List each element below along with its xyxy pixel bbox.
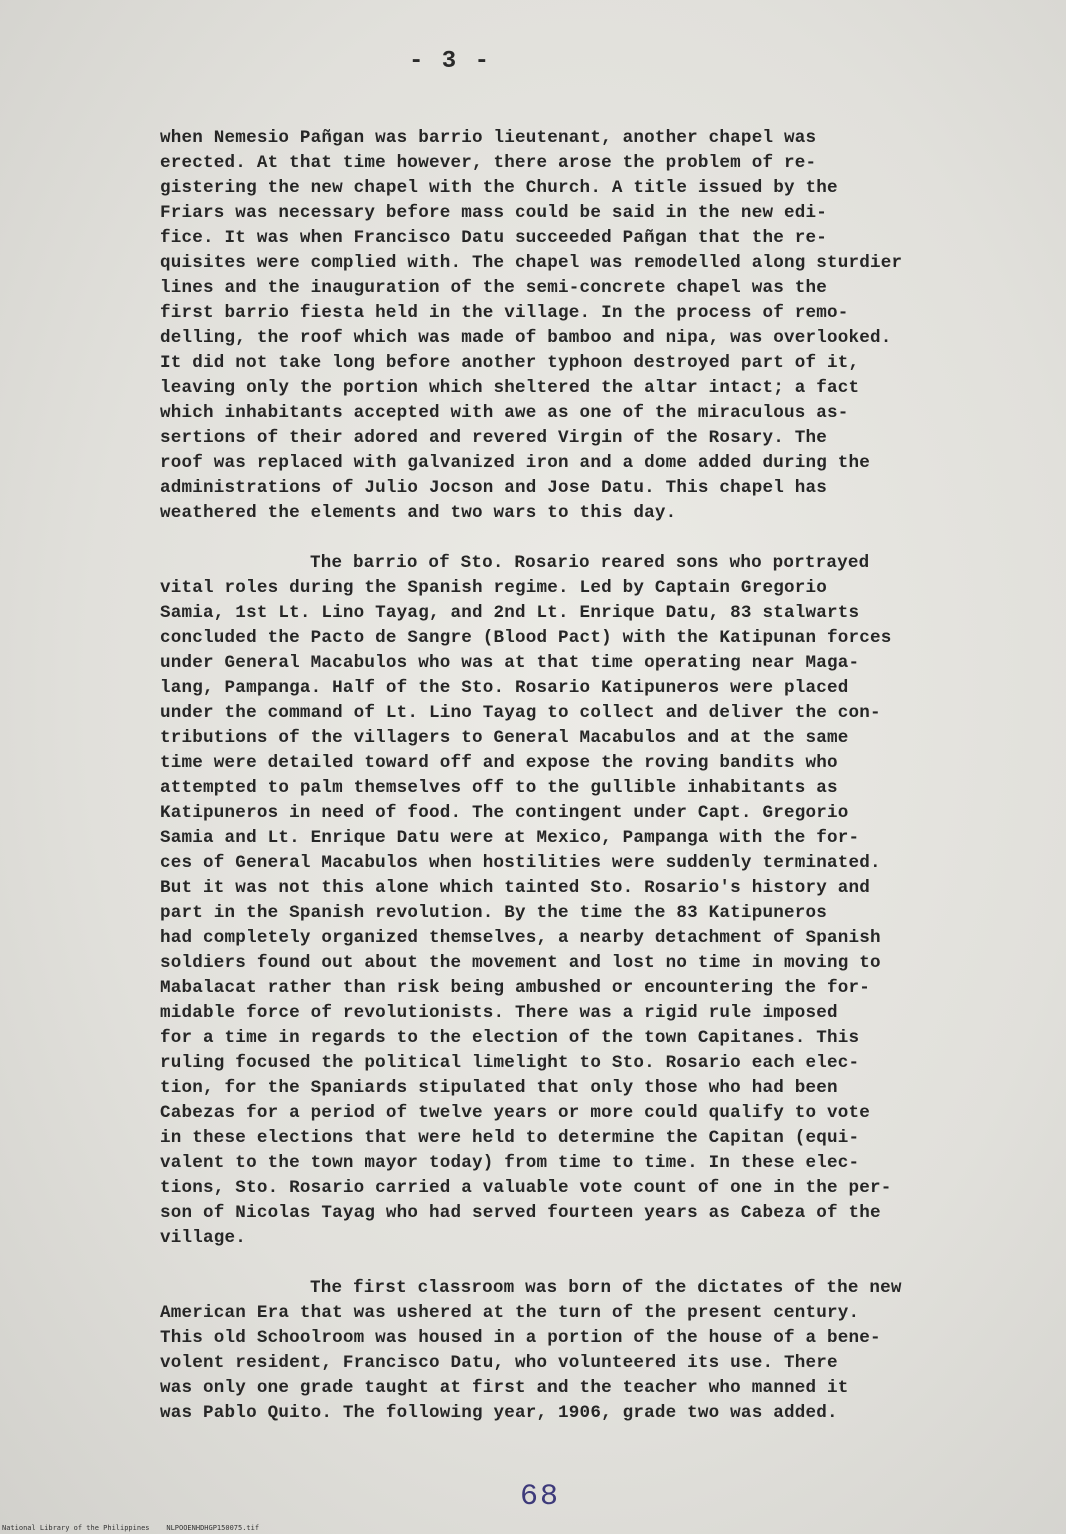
text-line: The first classroom was born of the dictates of the new [310, 1278, 902, 1298]
text-line: Cabezas for a period of twelve years or more could qualify to vote [160, 1103, 871, 1123]
text-line: American Era that was ushered at the turn of the present century. [160, 1303, 860, 1323]
text-line: The barrio of Sto. Rosario reared sons who portrayed [310, 553, 870, 573]
text-line: erected. At that time however, there arose the problem of re- [160, 153, 817, 173]
text-line: But it was not this alone which tainted Sto. Rosario's history and [160, 878, 871, 898]
text-line: Katipuneros in need of food. The contingent under Capt. Gregorio [160, 803, 849, 823]
text-line: ces of General Macabulos when hostilities were suddenly terminated. [160, 853, 881, 873]
text-line: soldiers found out about the movement and lost no time in moving to [160, 953, 881, 973]
body-text [160, 126, 1020, 1451]
text-line: lang, Pampanga. Half of the Sto. Rosario Katipuneros were placed [160, 678, 849, 698]
text-line: had completely organized themselves, a nearby detachment of Spanish [160, 928, 881, 948]
text-line: Samia, 1st Lt. Lino Tayag, and 2nd Lt. Enrique Datu, 83 stalwarts [160, 603, 860, 623]
folio-number: 68 [520, 1480, 561, 1514]
text-line: attempted to palm themselves off to the gullible inhabitants as [160, 778, 838, 798]
text-line: sertions of their adored and revered Virgin of the Rosary. The [160, 428, 827, 448]
text-line: weathered the elements and two wars to this day. [160, 503, 677, 523]
text-line: first barrio fiesta held in the village. In the process of remo- [160, 303, 849, 323]
text-line: Samia and Lt. Enrique Datu were at Mexico, Pampanga with the for- [160, 828, 860, 848]
text-line: in these elections that were held to determine the Capitan (equi- [160, 1128, 860, 1148]
text-line: tions, Sto. Rosario carried a valuable vote count of one in the per- [160, 1178, 892, 1198]
text-line: This old Schoolroom was housed in a portion of the house of a bene- [160, 1328, 881, 1348]
text-line: vital roles during the Spanish regime. Led by Captain Gregorio [160, 578, 827, 598]
footer-credit: National Library of the Philippines NLPOOENHDHGP150075.tif [2, 1524, 260, 1532]
paragraph [160, 126, 1020, 526]
text-line: son of Nicolas Tayag who had served fourteen years as Cabeza of the [160, 1203, 881, 1223]
text-line: administrations of Julio Jocson and Jose Datu. This chapel has [160, 478, 827, 498]
text-line: delling, the roof which was made of bamboo and nipa, was overlooked. [160, 328, 892, 348]
text-line: time were detailed toward off and expose the roving bandits who [160, 753, 838, 773]
text-line: tributions of the villagers to General Macabulos and at the same [160, 728, 849, 748]
text-line: Mabalacat rather than risk being ambushed or encountering the for- [160, 978, 871, 998]
text-line: valent to the town mayor today) from time to time. In these elec- [160, 1153, 860, 1173]
text-line: leaving only the portion which sheltered the altar intact; a fact [160, 378, 860, 398]
text-line: ruling focused the political limelight to Sto. Rosario each elec- [160, 1053, 860, 1073]
text-line: which inhabitants accepted with awe as one of the miraculous as- [160, 403, 849, 423]
text-line: concluded the Pacto de Sangre (Blood Pact) with the Katipunan forces [160, 628, 892, 648]
text-line: village. [160, 1228, 247, 1248]
text-line: roof was replaced with galvanized iron and a dome added during the [160, 453, 871, 473]
text-line: Friars was necessary before mass could be said in the new edi- [160, 203, 827, 223]
text-line: part in the Spanish revolution. By the time the 83 Katipuneros [160, 903, 827, 923]
text-line: tion, for the Spaniards stipulated that only those who had been [160, 1078, 838, 1098]
text-line: gistering the new chapel with the Church. A title issued by the [160, 178, 838, 198]
text-line: volent resident, Francisco Datu, who volunteered its use. There [160, 1353, 838, 1373]
text-line: fice. It was when Francisco Datu succeeded Pañgan that the re- [160, 228, 827, 248]
text-line: lines and the inauguration of the semi-concrete chapel was the [160, 278, 827, 298]
text-line: for a time in regards to the election of the town Capitanes. This [160, 1028, 860, 1048]
text-line: under General Macabulos who was at that time operating near Maga- [160, 653, 860, 673]
paragraph [160, 551, 1020, 1251]
text-line: under the command of Lt. Lino Tayag to collect and deliver the con- [160, 703, 881, 723]
text-line: It did not take long before another typhoon destroyed part of it, [160, 353, 860, 373]
text-line: was only one grade taught at first and the teacher who manned it [160, 1378, 849, 1398]
page-header: - 3 - [408, 48, 491, 75]
text-line: midable force of revolutionists. There was a rigid rule imposed [160, 1003, 838, 1023]
text-line: was Pablo Quito. The following year, 1906, grade two was added. [160, 1403, 838, 1423]
text-line: quisites were complied with. The chapel was remodelled along sturdier [160, 253, 903, 273]
paragraph [160, 1276, 1020, 1426]
text-line: when Nemesio Pañgan was barrio lieutenant, another chapel was [160, 128, 817, 148]
